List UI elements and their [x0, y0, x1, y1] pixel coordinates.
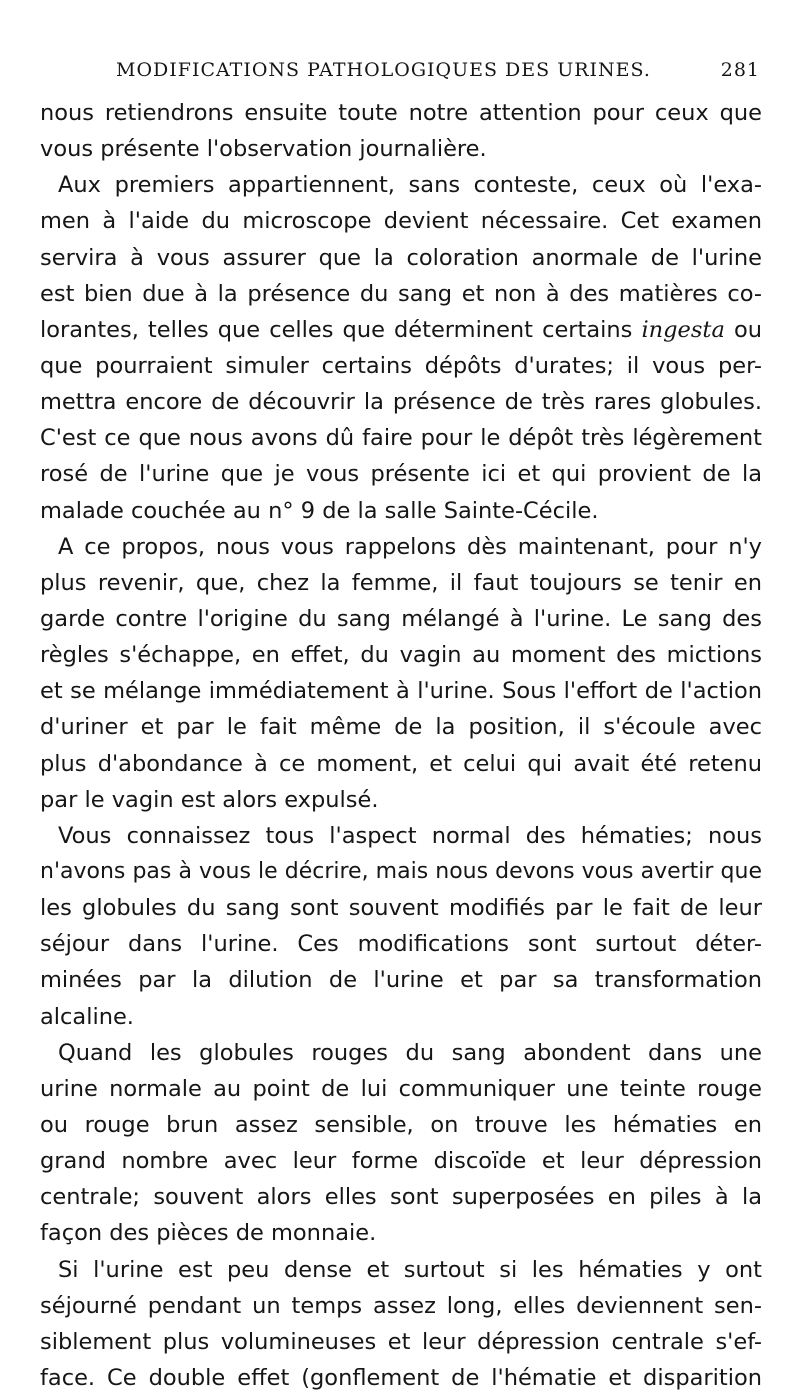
text-line — [40, 1107, 762, 1143]
line-text: grand nombre avec leur forme discoïde et leur dépression — [40, 1148, 762, 1175]
line-text: Si l'urine est peu dense et surtout si les hématies y ont — [58, 1256, 762, 1283]
text-line — [40, 1143, 762, 1179]
line-text: séjour dans l'urine. Ces modifications sont surtout déter- — [40, 931, 762, 958]
text-line — [40, 456, 762, 492]
text-line — [40, 854, 762, 890]
text-line — [40, 1179, 762, 1215]
line-text: que pourraient simuler certains dépôts d'urates; il vous per- — [40, 352, 762, 379]
line-text: est bien due à la présence du sang et non à des matières co- — [40, 280, 762, 307]
text-line — [40, 926, 762, 962]
text-line — [40, 240, 762, 276]
line-text-after: ou — [733, 316, 762, 343]
text-line — [40, 818, 762, 854]
line-text: d'uriner et par le fait même de la position, il s'écoule avec — [40, 714, 762, 741]
line-text: nous retiendrons ensuite toute notre attention pour ceux que — [40, 100, 762, 126]
text-line — [40, 962, 762, 998]
line-text: lorantes, telles que celles que déterminent certains — [40, 316, 633, 343]
text-line — [40, 312, 762, 348]
text-line — [40, 601, 762, 637]
line-text: rosé de l'urine que je vous présente ici et qui provient de la — [40, 461, 762, 488]
line-text: minées par la dilution de l'urine et par sa transformation — [40, 967, 762, 994]
text-line — [40, 1288, 762, 1324]
text-line — [40, 493, 762, 529]
text-line — [40, 746, 762, 782]
line-text: Vous connaissez tous l'aspect normal des hématies; nous — [58, 822, 762, 849]
text-line — [40, 1252, 762, 1288]
line-text: siblement plus volumineuses et leur dépression centrale s'ef- — [40, 1328, 762, 1355]
line-text: façon des pièces de monnaie. — [40, 1220, 377, 1247]
line-text: par le vagin est alors expulsé. — [40, 786, 379, 813]
text-line — [40, 529, 762, 565]
line-text: alcaline. — [40, 1003, 134, 1030]
text-line — [40, 709, 762, 745]
running-header — [40, 57, 760, 83]
line-text: servira à vous assurer que la coloration anormale de l'urine — [40, 244, 762, 271]
text-line — [40, 348, 762, 384]
line-text: centrale; souvent alors elles sont superposées en piles à la — [40, 1184, 762, 1211]
line-text: vous présente l'observation journalière. — [40, 136, 487, 163]
text-line — [40, 1215, 762, 1251]
italic-term: ingesta — [641, 316, 725, 343]
text-line — [40, 276, 762, 312]
line-text: men à l'aide du microscope devient nécessaire. Cet examen — [40, 208, 762, 235]
text-line — [40, 420, 762, 456]
text-line — [40, 673, 762, 709]
line-text: face. Ce double effet (gonflement de l'hématie et disparition — [40, 1364, 762, 1391]
text-line — [40, 782, 762, 818]
text-line — [40, 1035, 762, 1071]
line-text: les globules du sang sont souvent modifiés par le fait de leur — [40, 895, 762, 922]
text-line — [40, 203, 762, 239]
line-text: malade couchée au n° 9 de la salle Sainte-Cécile. — [40, 497, 599, 524]
line-text: plus revenir, que, chez la femme, il faut toujours se tenir en — [40, 569, 762, 596]
text-line — [40, 167, 762, 203]
line-text: mettra encore de découvrir la présence de très rares globules. — [40, 389, 762, 416]
line-text: et se mélange immédiatement à l'urine. Sous l'effort de l'action — [40, 678, 762, 705]
text-line — [40, 131, 762, 167]
text-line — [40, 890, 762, 926]
text-line — [40, 1071, 762, 1107]
text-line — [40, 384, 762, 420]
text-line — [40, 565, 762, 601]
text-line — [40, 1360, 762, 1396]
body-text — [40, 95, 762, 1396]
line-text: Quand les globules rouges du sang abondent dans une — [58, 1039, 762, 1066]
line-text: urine normale au point de lui communiquer une teinte rouge — [40, 1075, 762, 1102]
line-text: C'est ce que nous avons dû faire pour le dépôt très légèrement — [40, 425, 762, 452]
text-line — [40, 1324, 762, 1360]
text-line — [40, 999, 762, 1035]
line-text: Aux premiers appartiennent, sans conteste, ceux où l'exa- — [58, 172, 762, 199]
text-line — [40, 95, 762, 131]
line-text: n'avons pas à vous le décrire, mais nous devons vous avertir que — [40, 858, 762, 884]
running-title: MODIFICATIONS PATHOLOGIQUES DES URINES. — [116, 59, 651, 81]
line-text: ou rouge brun assez sensible, on trouve les hématies en — [40, 1111, 762, 1138]
line-text: plus d'abondance à ce moment, et celui qui avait été retenu — [40, 750, 762, 777]
line-text: règles s'échappe, en effet, du vagin au moment des mictions — [40, 642, 762, 669]
text-line — [40, 637, 762, 673]
line-text: A ce propos, nous vous rappelons dès maintenant, pour n'y — [58, 533, 762, 560]
line-text: séjourné pendant un temps assez long, elles deviennent sen- — [40, 1292, 762, 1319]
page-number: 281 — [720, 59, 760, 81]
line-text: garde contre l'origine du sang mélangé à l'urine. Le sang des — [40, 605, 762, 632]
